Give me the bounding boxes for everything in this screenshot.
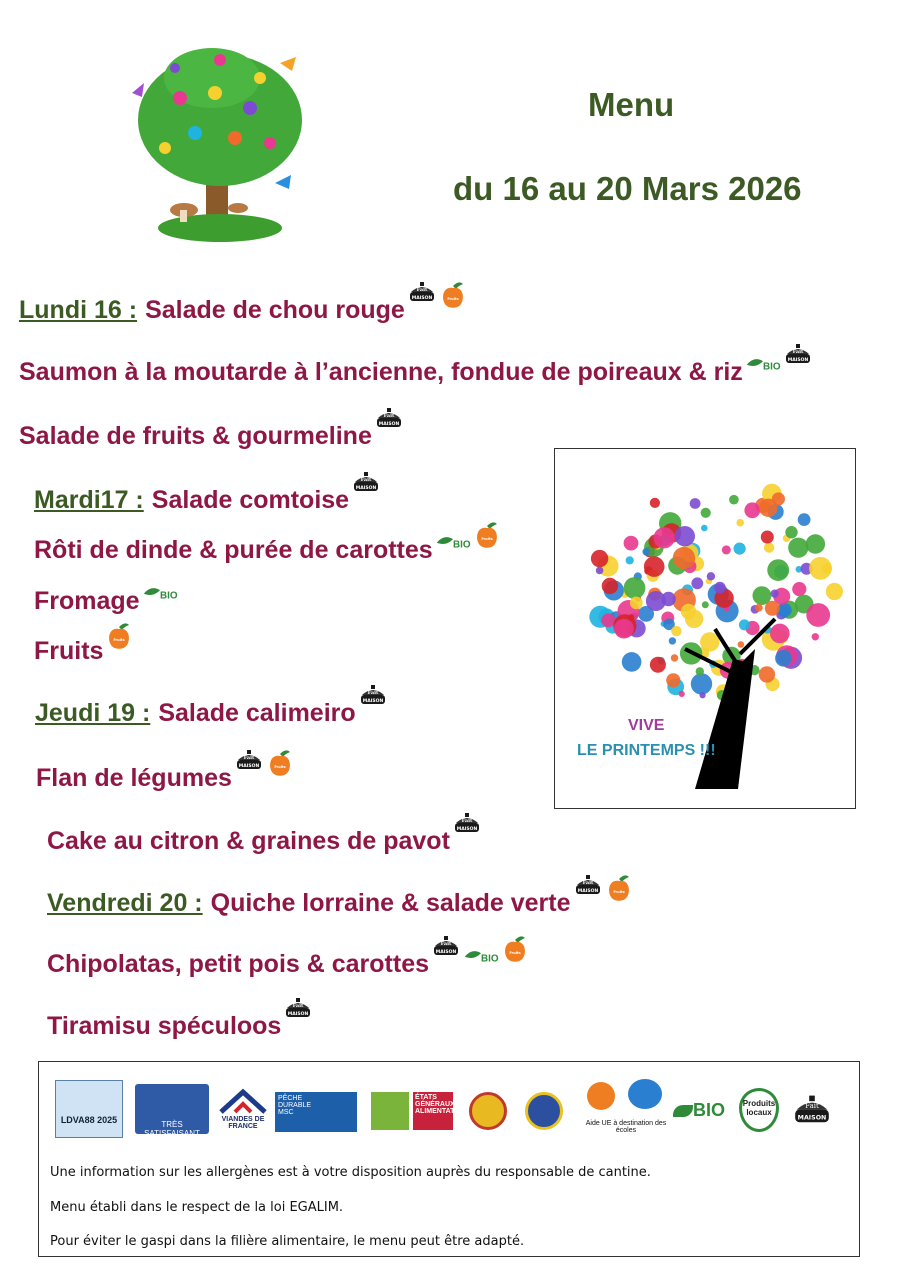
menu-dish: Chipolatas, petit pois & carottes (47, 950, 430, 978)
menu-item (47, 950, 529, 979)
fruits-ecole-icon (605, 873, 633, 903)
fait-maison-icon (452, 811, 482, 837)
menu-dish: Salade comtoise (151, 486, 350, 514)
egalim-info-text: Menu établi dans le respect de la loi EGALIM. (50, 1200, 344, 1215)
igp-seal-icon (525, 1092, 563, 1130)
blossom-shape (671, 654, 678, 661)
menu-dish: Salade de chou rouge (145, 296, 405, 324)
blossom-shape (770, 624, 790, 644)
menu-item (35, 699, 388, 728)
menu-item (34, 486, 381, 515)
blossom-shape (654, 527, 675, 548)
menu-dish: Fruits (34, 637, 104, 665)
blossom-shape (691, 577, 703, 589)
blossom-shape (736, 519, 744, 527)
fruits-ecole-icon (105, 621, 133, 651)
menu-day-label: Jeudi 19 : (35, 699, 151, 727)
menu-item (19, 422, 404, 451)
menu-dish: Cake au citron & graines de pavot (47, 827, 450, 855)
menu-badges (283, 996, 313, 1022)
fait-maison-icon (431, 934, 461, 960)
blossom-shape (642, 548, 650, 556)
menu-badges (374, 406, 404, 432)
menu-dish: Tiramisu spéculoos (47, 1012, 282, 1040)
blossom-shape (701, 525, 708, 532)
fait-maison-logo (791, 1092, 833, 1130)
blossom-shape (596, 567, 604, 575)
spring-caption-line2: LE PRINTEMPS !!! (577, 742, 716, 759)
blossom-shape (601, 613, 615, 627)
hygiene-logo (135, 1084, 209, 1138)
menu-dish: Rôti de dinde & purée de carottes (34, 536, 433, 564)
blossom-shape (798, 513, 811, 526)
produits-locaux-logo (739, 1088, 779, 1132)
blossom-shape (696, 667, 704, 675)
menu-badges (351, 470, 381, 496)
fruits-ecole-icon (266, 748, 294, 778)
menu-item (19, 358, 813, 387)
blossom-shape (685, 610, 703, 628)
menu-badges (142, 571, 178, 603)
flower-tree-illustration (120, 38, 320, 250)
blossom-shape (671, 626, 681, 636)
blossom-shape (714, 582, 726, 594)
msc-label: PÊCHE DURABLE MSC (278, 1095, 312, 1116)
egalim-mark-logo (371, 1092, 409, 1130)
ldva-logo (55, 1080, 123, 1138)
fruits-lait-ecole-logos (583, 1074, 667, 1124)
menu-item (34, 536, 501, 565)
menu-item (19, 296, 467, 325)
blossom-shape (792, 582, 806, 596)
menu-day-label: Lundi 16 : (19, 296, 138, 324)
ldva-label: LDVA88 2025 (60, 1115, 118, 1125)
fait-maison-icon (351, 470, 381, 496)
blossom-shape (614, 619, 634, 639)
blossom-shape (772, 492, 785, 505)
menu-item (47, 889, 633, 918)
fait-maison-icon (283, 996, 313, 1022)
blossom-shape (738, 641, 745, 648)
leaf-icon (673, 1105, 693, 1117)
allergen-info-text: Une information sur les allergènes est à votre disposition auprès du responsable de cantine. (50, 1165, 651, 1180)
blossom-shape (744, 502, 760, 518)
blossom-shape (785, 526, 797, 538)
viandes-de-france-logo (217, 1088, 269, 1132)
blossom-shape (650, 657, 666, 673)
menu-badges (358, 683, 388, 709)
menu-item (47, 1012, 313, 1041)
vdf-label: VIANDES DE FRANCE (221, 1116, 265, 1130)
footer-box (38, 1061, 860, 1257)
fruits-ecole-icon (439, 280, 467, 310)
blossom-shape (764, 542, 774, 552)
aide-ue-label: Aide UE à destination des écoles (585, 1120, 667, 1134)
menu-item (36, 764, 294, 793)
date-range-heading: du 16 au 20 Mars 2026 (453, 170, 802, 207)
menu-badges (573, 873, 633, 903)
menu-dish: Saumon à la moutarde à l’ancienne, fondue de poireaux & riz (19, 358, 743, 386)
menu-item (34, 637, 133, 666)
fait-maison-icon (358, 683, 388, 709)
spring-tree-image (554, 448, 856, 809)
blossom-shape (826, 583, 843, 600)
blossom-shape (767, 559, 789, 581)
blossom-shape (644, 556, 665, 577)
blossom-shape (701, 508, 711, 518)
menu-item (47, 827, 482, 856)
blossom-shape (679, 691, 685, 697)
aop-seal-icon (469, 1092, 507, 1130)
bio-icon (463, 944, 499, 966)
menu-dish: Fromage (34, 587, 140, 615)
bio-label: BIO (693, 1100, 726, 1120)
blossom-shape (624, 577, 646, 599)
blossom-shape (624, 536, 639, 551)
fait-maison-icon (783, 342, 813, 368)
bio-icon (142, 581, 178, 603)
menu-day-label: Mardi17 : (34, 486, 144, 514)
menu-day-label: Vendredi 20 : (47, 889, 203, 917)
menu-dish: Flan de légumes (36, 764, 232, 792)
fruits-ecole-icon (473, 520, 501, 550)
spring-caption-line1: VIVE (628, 717, 665, 734)
blossom-shape (822, 563, 832, 573)
blossom-shape (628, 614, 634, 620)
msc-logo (275, 1092, 357, 1132)
blossom-shape (722, 545, 731, 554)
menu-badges (105, 621, 133, 651)
blossom-shape (702, 601, 709, 608)
hygiene-label: TRÈS SATISFAISANT (144, 1120, 200, 1138)
blossom-shape (650, 498, 660, 508)
blossom-shape (673, 547, 695, 569)
fait-maison-icon (407, 280, 437, 306)
blossom-shape (669, 637, 676, 644)
blossom-shape (622, 652, 642, 672)
menu-badges (745, 342, 813, 374)
menu-badges (435, 520, 501, 552)
blossom-shape (759, 666, 775, 682)
blossom-shape (761, 531, 774, 544)
blossom-shape (788, 538, 808, 558)
fait-maison-icon (374, 406, 404, 432)
gaspi-info-text: Pour éviter le gaspi dans la filière alimentaire, le menu peut être adapté. (50, 1234, 525, 1249)
blossom-shape (739, 619, 750, 630)
fait-maison-icon (573, 873, 603, 899)
menu-dish: Quiche lorraine & salade verte (210, 889, 571, 917)
blossom-shape (626, 556, 634, 564)
fruits-ecole-icon (501, 934, 529, 964)
bio-icon (435, 530, 471, 552)
menu-badges (234, 748, 294, 778)
fait-maison-icon (234, 748, 264, 774)
blossom-shape (700, 692, 706, 698)
blossom-shape (666, 673, 680, 687)
blossom-shape (734, 543, 746, 555)
menu-badges (452, 811, 482, 837)
bio-logo (673, 1100, 729, 1134)
blossom-shape (812, 633, 819, 640)
blossom-shape (771, 590, 779, 598)
menu-dish: Salade de fruits & gourmeline (19, 422, 372, 450)
blossom-shape (707, 572, 715, 580)
blossom-shape (806, 603, 830, 627)
blossom-shape (729, 495, 739, 505)
blossom-shape (646, 591, 666, 611)
produits-locaux-label: Produits locaux (742, 1099, 776, 1117)
menu-badges (431, 934, 529, 966)
egalim-label: ÉTATS GÉNÉRAUX ALIMENTATION (415, 1094, 467, 1115)
blossom-shape (690, 498, 701, 509)
blossom-shape (765, 601, 780, 616)
egalim-logo (413, 1092, 467, 1130)
menu-badges (407, 280, 467, 310)
blossom-shape (591, 550, 608, 567)
menu-dish: Salade calimeiro (158, 699, 356, 727)
blossom-shape (675, 526, 695, 546)
blossom-shape (806, 534, 825, 553)
blossom-shape (602, 578, 618, 594)
menu-item (34, 587, 178, 616)
blossom-shape (630, 597, 643, 610)
blossom-shape (691, 673, 712, 694)
blossom-shape (775, 650, 792, 667)
blossom-shape (755, 604, 763, 612)
bio-icon (745, 352, 781, 374)
page-title: Menu (588, 86, 675, 123)
